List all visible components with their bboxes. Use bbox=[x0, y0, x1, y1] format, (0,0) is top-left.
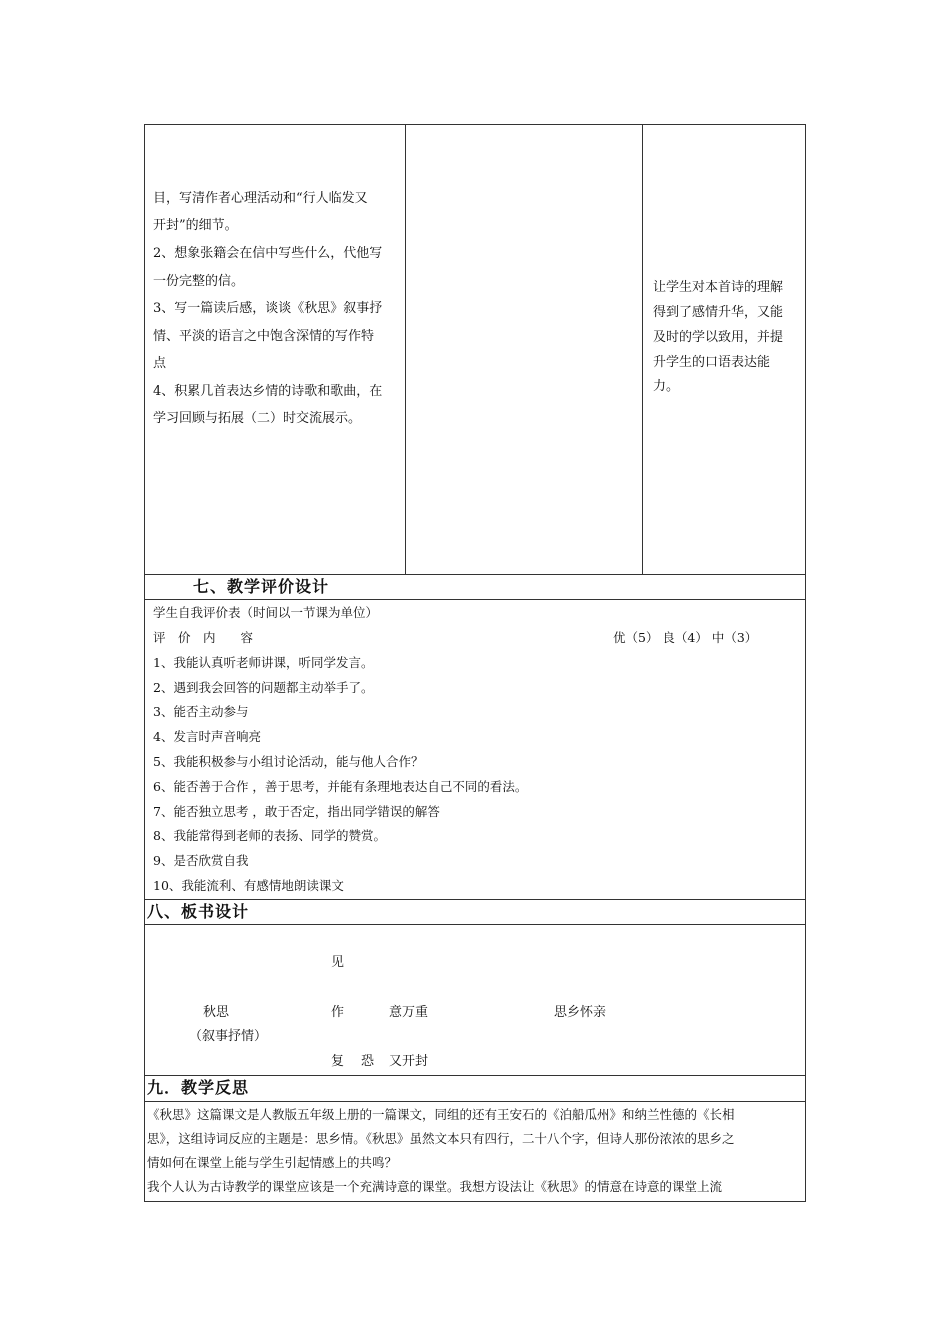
homework-line: 目，写清作者心理活动和“行人临发又 bbox=[153, 191, 368, 206]
evaluation-item: 9、是否欣赏自我 bbox=[153, 853, 249, 868]
column-divider-1 bbox=[405, 125, 406, 574]
homework-line: 开封”的细节。 bbox=[153, 218, 238, 233]
intent-line: 及时的学以致用，并提 bbox=[653, 330, 784, 345]
intent-line: 力。 bbox=[653, 379, 680, 394]
reflection-line: 情如何在课堂上能与学生引起情感上的共鸣？ bbox=[147, 1155, 398, 1170]
board-word-jian: 见 bbox=[331, 955, 345, 970]
evaluation-item: 6、能否善于合作 ，善于思考，并能有条理地表达自己不同的看法。 bbox=[153, 779, 528, 794]
evaluation-item: 5、我能积极参与小组讨论活动，能与他人合作？ bbox=[153, 754, 424, 769]
section-heading-board-design: 八、板书设计 bbox=[147, 902, 250, 921]
reflection-line: 我个人认为古诗教学的课堂应该是一个充满诗意的课堂。我想方设法让《秋思》的情意在诗意的课堂上流 bbox=[147, 1179, 723, 1194]
homework-line: 2、想象张籍会在信中写些什么，代他写 bbox=[153, 246, 383, 261]
evaluation-item: 7、能否独立思考 ，敢于否定，指出同学错误的解答 bbox=[153, 804, 440, 819]
grade-labels: 优（5） 良（4） 中（3） bbox=[613, 630, 758, 645]
homework-line: 3、写一篇读后感，谈谈《秋思》叙事抒 bbox=[153, 301, 383, 316]
board-word-zuo: 作 bbox=[331, 1005, 345, 1020]
evaluation-item: 2、遇到我会回答的问题都主动举手了。 bbox=[153, 680, 374, 695]
homework-line: 一份完整的信。 bbox=[153, 274, 245, 289]
board-subtitle: （叙事抒情） bbox=[189, 1029, 268, 1044]
divider bbox=[145, 599, 805, 600]
evaluation-item: 8、我能常得到老师的表扬、同学的赞赏。 bbox=[153, 828, 386, 843]
intent-line: 让学生对本首诗的理解 bbox=[653, 280, 784, 295]
section-heading-evaluation: 七、教学评价设计 bbox=[193, 577, 330, 596]
reflection-line: 思》，这组诗词反应的主题是：思乡情。《秋思》虽然文本只有四行，二十八个字，但诗人那份浓浓的思乡之 bbox=[147, 1131, 735, 1146]
divider bbox=[145, 924, 805, 925]
intent-line: 得到了感情升华，又能 bbox=[653, 305, 784, 320]
board-phrase-yiwanzhong: 意万重 bbox=[389, 1005, 429, 1020]
homework-line: 4、积累几首表达乡情的诗歌和歌曲，在 bbox=[153, 384, 383, 399]
board-theme: 思乡怀亲 bbox=[554, 1005, 607, 1020]
content-label: 评 价 内 容 bbox=[153, 630, 254, 645]
board-word-kong: 恐 bbox=[361, 1054, 375, 1069]
board-word-fu: 复 bbox=[331, 1054, 345, 1069]
evaluation-item: 10、我能流利、有感情地朗读课文 bbox=[153, 878, 344, 893]
evaluation-item: 1、我能认真听老师讲课，听同学发言。 bbox=[153, 655, 374, 670]
board-title: 秋思 bbox=[203, 1005, 230, 1020]
homework-line: 点 bbox=[153, 356, 167, 371]
homework-line: 情、平淡的语言之中饱含深情的写作特 bbox=[153, 329, 375, 344]
reflection-line: 《秋思》这篇课文是人教版五年级上册的一篇课文，同组的还有王安石的《泊船瓜州》和纳兰性德的《长相 bbox=[147, 1107, 735, 1122]
lesson-plan-table bbox=[144, 124, 806, 1202]
board-phrase-youkaifeng: 又开封 bbox=[389, 1054, 429, 1069]
homework-line: 学习回顾与拓展（二）时交流展示。 bbox=[153, 411, 362, 426]
evaluation-item: 4、发言时声音响亮 bbox=[153, 729, 261, 744]
column-divider-2 bbox=[642, 125, 643, 574]
section-heading-reflection: 九．教学反思 bbox=[147, 1078, 250, 1097]
intent-line: 升学生的口语表达能 bbox=[653, 355, 771, 370]
divider bbox=[145, 1101, 805, 1102]
evaluation-item: 3、能否主动参与 bbox=[153, 704, 249, 719]
evaluation-table-title: 学生自我评价表（时间以一节课为单位） bbox=[153, 605, 379, 620]
